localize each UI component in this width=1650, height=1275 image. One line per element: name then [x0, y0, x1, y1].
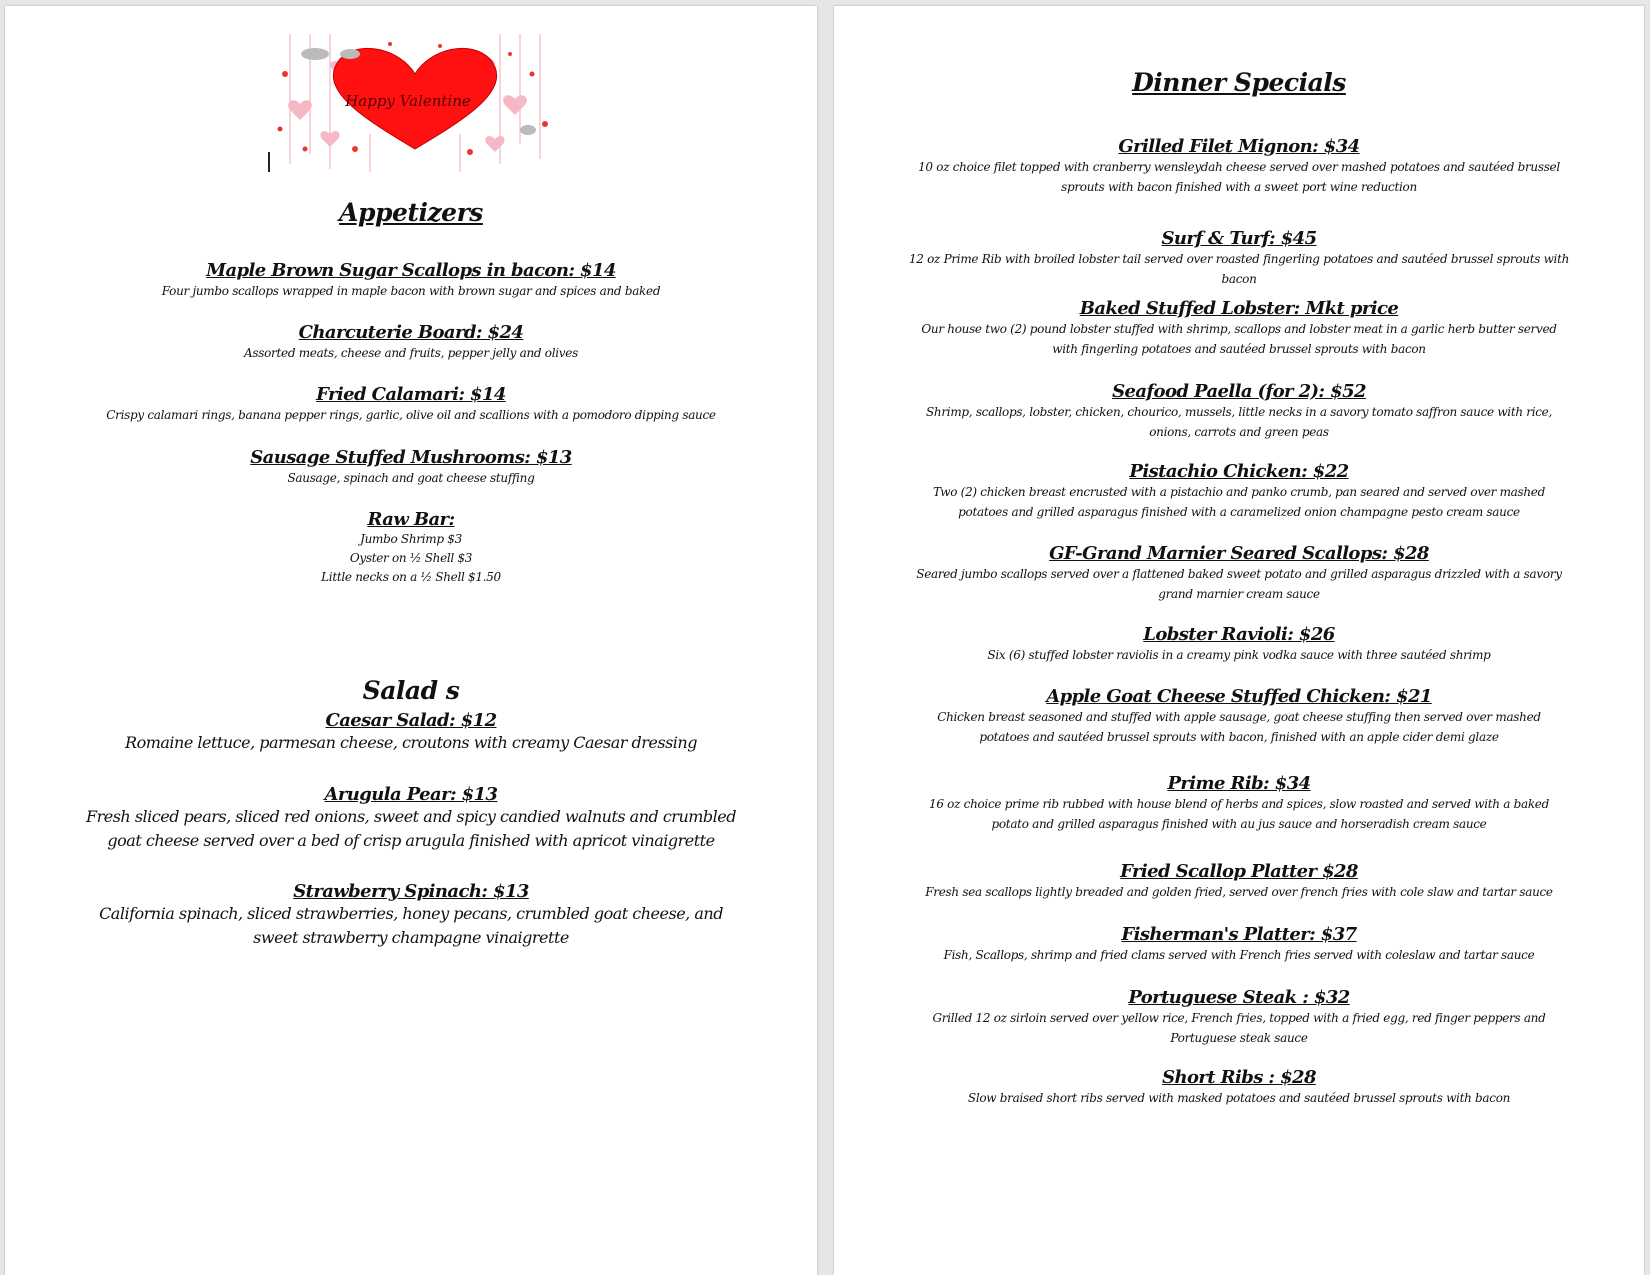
banner-text: Happy Valentine [345, 92, 471, 110]
item-description: Romaine lettuce, parmesan cheese, croutons with creamy Caesar dressing [125, 733, 697, 752]
item-description: Assorted meats, cheese and fruits, pepper jelly and olives [244, 346, 578, 360]
menu-item [65, 710, 757, 755]
salads-section [5, 676, 817, 705]
menu-item [914, 773, 1564, 834]
item-description: Shrimp, scallops, lobster, chicken, chourico, mussels, little necks in a savory tomato saffron sauce with rice, onions, carrots and green peas [926, 405, 1552, 439]
item-description: Chicken breast seasoned and stuffed with apple sausage, goat cheese stuffing then served over mashed potatoes and sautéed brussel sprouts with bacon, finished with an apple cider demi glaze [937, 710, 1541, 744]
item-description: California spinach, sliced strawberries, honey pecans, crumbled goat cheese, and sweet strawberry champagne vinaigrette [99, 904, 723, 947]
item-name: Charcuterie Board: $24 [298, 322, 524, 343]
valentine-hearts-graphic [270, 34, 560, 172]
item-name: Fisherman's Platter: $37 [1121, 924, 1357, 945]
menu-item [914, 136, 1564, 197]
item-description: Two (2) chicken breast encrusted with a pistachio and panko crumb, pan seared and served over mashed potatoes and grilled asparagus finished with a caramelized onion champagne pesto cream sauce [933, 485, 1545, 519]
menu-item [85, 784, 737, 853]
item-name: Surf & Turf: $45 [1161, 228, 1317, 249]
menu-item [914, 686, 1564, 747]
item-description: Fish, Scallops, shrimp and fried clams served with French fries served with coleslaw and tartar sauce [943, 948, 1535, 962]
item-description: Slow braised short ribs served with masked potatoes and sautéed brussel sprouts with bacon [967, 1091, 1511, 1105]
item-description: Six (6) stuffed lobster raviolis in a creamy pink vodka sauce with three sautéed shrimp [987, 648, 1491, 662]
item-description: Four jumbo scallops wrapped in maple bacon with brown sugar and spices and baked [161, 284, 661, 298]
item-description: Fresh sliced pears, sliced red onions, sweet and spicy candied walnuts and crumbled goat cheese served over a bed of crisp arugula finished with apricot vinaigrette [86, 807, 736, 850]
raw-bar-line: Little necks on a ½ Shell $1.50 [321, 570, 501, 584]
menu-item [45, 447, 777, 488]
menu-item [894, 228, 1584, 289]
item-name: Fried Calamari: $14 [316, 384, 506, 405]
item-name: Prime Rib: $34 [1167, 773, 1311, 794]
item-description: 10 oz choice filet topped with cranberry wensleydah cheese served over mashed potatoes and sautéed brussel sprouts with bacon finished with a sweet port wine reduction [918, 160, 1560, 194]
menu-item [45, 260, 777, 301]
menu-item [914, 298, 1564, 359]
item-name: Short Ribs : $28 [1162, 1067, 1316, 1088]
item-description: Sausage, spinach and goat cheese stuffing [287, 471, 535, 485]
item-name: Seafood Paella (for 2): $52 [1112, 381, 1366, 402]
menu-item [894, 924, 1584, 965]
item-name: Fried Scallop Platter $28 [1120, 861, 1358, 882]
raw-bar-line: Oyster on ½ Shell $3 [349, 551, 473, 565]
appetizers-section [5, 198, 817, 227]
valentine-banner-image [270, 34, 560, 172]
item-name: Lobster Ravioli: $26 [1143, 624, 1335, 645]
raw-bar-item [45, 509, 777, 587]
menu-item [85, 881, 737, 950]
item-description: Grilled 12 oz sirloin served over yellow rice, French fries, topped with a fried egg, red finger peppers and Portuguese steak sauce [932, 1011, 1546, 1045]
item-name: Baked Stuffed Lobster: Mkt price [1079, 298, 1399, 319]
menu-page-right [834, 6, 1644, 1275]
menu-item [914, 381, 1564, 442]
item-name: Sausage Stuffed Mushrooms: $13 [250, 447, 572, 468]
item-name: Grilled Filet Mignon: $34 [1118, 136, 1360, 157]
item-name: Portuguese Steak : $32 [1128, 987, 1350, 1008]
raw-bar-line: Jumbo Shrimp $3 [360, 532, 462, 546]
item-name: Pistachio Chicken: $22 [1129, 461, 1349, 482]
menu-page-left [5, 6, 817, 1275]
menu-item [914, 987, 1564, 1048]
item-name: Apple Goat Cheese Stuffed Chicken: $21 [1046, 686, 1432, 707]
menu-item [914, 543, 1564, 604]
item-description: 16 oz choice prime rib rubbed with house blend of herbs and spices, slow roasted and served with a baked potato and grilled asparagus finished with au jus sauce and horseradish cream sauce [929, 797, 1549, 831]
item-description: Our house two (2) pound lobster stuffed with shrimp, scallops and lobster meat in a garlic herb butter served with fingerling potatoes and sautéed brussel sprouts with bacon [921, 322, 1557, 356]
item-name: Raw Bar: [367, 509, 455, 530]
item-name: Arugula Pear: $13 [324, 784, 498, 805]
item-name: Strawberry Spinach: $13 [293, 881, 529, 902]
item-name: Caesar Salad: $12 [325, 710, 497, 731]
menu-item [45, 322, 777, 363]
menu-item [894, 861, 1584, 902]
item-description: Crispy calamari rings, banana pepper rings, garlic, olive oil and scallions with a pomodoro dipping sauce [106, 408, 716, 422]
item-name: GF-Grand Marnier Seared Scallops: $28 [1049, 543, 1429, 564]
text-cursor [268, 152, 270, 172]
dinner-specials-section [834, 68, 1644, 97]
item-description: Seared jumbo scallops served over a flattened baked sweet potato and grilled asparagus drizzled with a savory grand marnier cream sauce [916, 567, 1562, 601]
appetizers-title: Appetizers [339, 198, 483, 227]
dinner-specials-title: Dinner Specials [1132, 68, 1346, 97]
menu-item [894, 1067, 1584, 1108]
item-name: Maple Brown Sugar Scallops in bacon: $14 [206, 260, 616, 281]
item-description: Fresh sea scallops lightly breaded and golden fried, served over french fries with cole slaw and tartar sauce [925, 885, 1553, 899]
menu-item [45, 384, 777, 425]
menu-item [914, 461, 1564, 522]
salads-title: Salad s [362, 676, 460, 705]
item-description: 12 oz Prime Rib with broiled lobster tail served over roasted fingerling potatoes and sautéed brussel sprouts with bacon [908, 252, 1570, 286]
menu-item [914, 624, 1564, 665]
